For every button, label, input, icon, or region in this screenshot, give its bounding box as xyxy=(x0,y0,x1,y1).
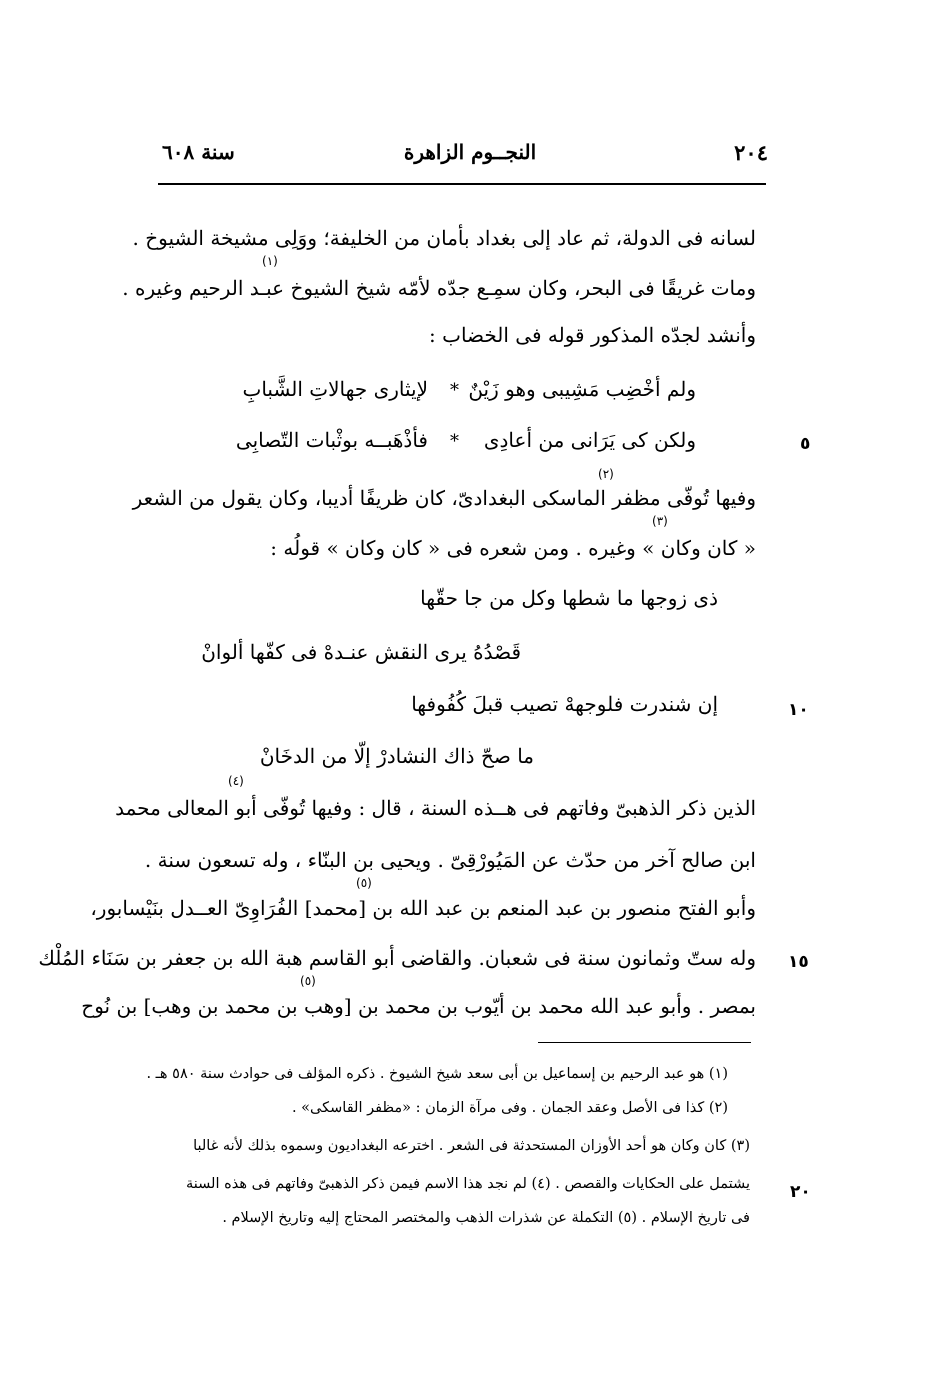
footnote-rule xyxy=(538,1042,751,1043)
body-line: « كان وكان » وغيره . ومن شعره فى « كان وكان » قولُه : xyxy=(270,536,756,560)
verse-hemistich-first: ولكن كى يَرَانى من أعادِى xyxy=(483,428,696,452)
footnote: فى تاريخ الإسلام . (٥) التكملة عن شذرات الذهب والمختصر المحتاج إليه وتاريخ الإسلام . xyxy=(222,1210,750,1226)
footnote-marker: (٥) xyxy=(300,974,316,988)
line-number: ٢٠ xyxy=(790,1182,811,1202)
year-label: سنة ٦٠٨ xyxy=(162,140,235,164)
footnote: يشتمل على الحكايات والقصص . (٤) لم نجد هذا الاسم فيمن ذكر الذهبىّ وفاتهم فى هذه السنة xyxy=(185,1176,750,1192)
verse-hemistich-first: ولم أخْضِب مَشِيبى وهو زَيْنٌ xyxy=(468,377,696,401)
page-number: ٢٠٤ xyxy=(734,140,768,165)
body-line: ابن صالح آخر من حدّث عن المَيُورْقِىّ . ويحيى بن البنّاء ، وله تسعون سنة . xyxy=(144,848,756,872)
line-number: ١٥ xyxy=(788,952,809,972)
body-line: وأنشد لجدّه المذكور قوله فى الخضاب : xyxy=(429,323,756,347)
line-number: ٥ xyxy=(800,434,811,454)
body-line: لسانه فى الدولة، ثم عاد إلى بغداد بأمان من الخليفة؛ ووَلِى مشيخة الشيوخ . xyxy=(132,226,756,250)
footnote: (٢) كذا فى الأصل وعقد الجمان . وفى مرآة الزمان : «مظفر القاسكى» . xyxy=(291,1100,728,1116)
footnote-marker: (١) xyxy=(262,254,278,268)
body-line: بمصر . وأبو عبد الله محمد بن أيّوب بن محمد بن [وهب بن محمد بن وهب] بن نُوح xyxy=(81,994,756,1018)
body-line: وله ستّ وثمانون سنة فى شعبان. والقاضى أبو القاسم هبة الله بن جعفر بن سَنَاء المُلْك xyxy=(38,946,756,970)
verse-separator: * xyxy=(450,431,459,452)
verse-line: ما صحّ ذاك النشادرْ إلّا من الدخَانْ xyxy=(259,744,534,768)
body-line: وفيها تُوفّى مظفر الماسكى البغدادىّ، كان ظريفًا أديبا، وكان يقول من الشعر xyxy=(132,486,756,510)
body-line: ومات غريقًا فى البحر، وكان سمِـع جدّه لأمّه شيخ الشيوخ عبـد الرحيم وغيره . xyxy=(122,276,756,300)
verse-hemistich-second: فأذْهَبــه بوثْبات التّصابِى xyxy=(235,428,428,452)
verse-line: إن شندرت فلوجههْ تصيب قبلَ كُفُوفها xyxy=(411,692,718,716)
footnote: (٣) كان وكان هو أحد الأوزان المستحدثة فى الشعر . اخترعه البغداديون وسموه بذلك لأنه غالبا xyxy=(193,1138,750,1154)
verse-line: ذى زوجها ما شطها وكل من جا حقّها xyxy=(420,586,718,610)
footnote-marker: (٢) xyxy=(598,467,614,481)
header-rule xyxy=(158,183,766,185)
running-title: النجــوم الزاهرة xyxy=(403,140,537,164)
verse-line: قَصْدُهُ يرى النقش عنـدهْ فى كفّها ألوانْ xyxy=(201,640,521,664)
body-line: وأبو الفتح منصور بن عبد المنعم بن عبد الله بن [محمد] الفُرَاوِىّ العــدل بنَيْسابور، xyxy=(90,896,756,920)
verse-hemistich-second: لإيثارى جهالاتِ الشَّبابِ xyxy=(242,377,428,401)
footnote: (١) هو عبد الرحيم بن إسماعيل بن أبى سعد شيخ الشيوخ . ذكره المؤلف فى حوادث سنة ٥٨٠ هـ . xyxy=(146,1066,728,1082)
body-line: الذين ذكر الذهبىّ وفاتهم فى هــذه السنة ، قال : وفيها تُوفّى أبو المعالى محمد xyxy=(115,796,756,820)
footnote-marker: (٤) xyxy=(228,774,244,788)
verse-separator: * xyxy=(450,380,459,401)
line-number: ١٠ xyxy=(788,700,809,720)
footnote-marker: (٥) xyxy=(356,876,372,890)
footnote-marker: (٣) xyxy=(652,514,668,528)
